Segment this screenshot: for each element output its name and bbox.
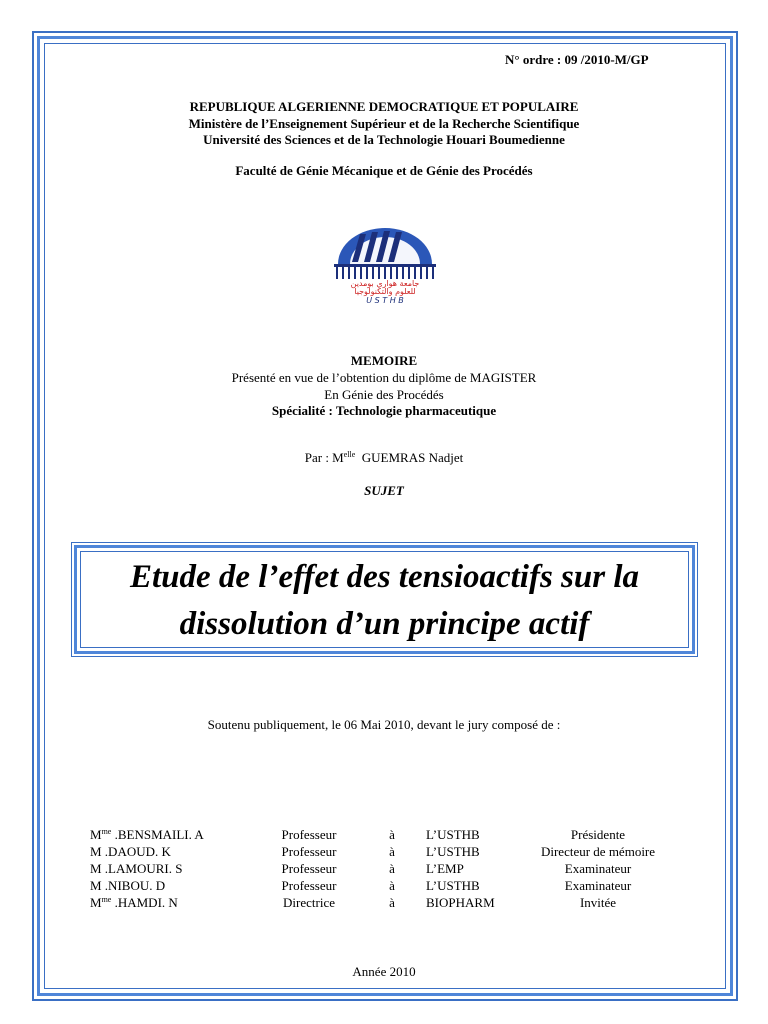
jury-member-role: Présidente (570, 827, 626, 842)
jury-member-institution: L’USTHB (426, 878, 480, 893)
jury-member-at: à (389, 861, 395, 876)
republic-heading: REPUBLIQUE ALGERIENNE DEMOCRATIQUE ET POPULAIRE (189, 99, 579, 114)
svg-text:جامعة هواري بومدين: جامعة هواري بومدين (350, 279, 420, 288)
jury-member-institution: L’USTHB (426, 827, 480, 842)
jury-member-title: Professeur (281, 861, 337, 876)
svg-text:للعلوم والتكنولوجيا: للعلوم والتكنولوجيا (354, 287, 416, 296)
jury-member-title: Professeur (281, 827, 337, 842)
jury-row (0, 860, 768, 877)
usthb-logo (326, 224, 444, 304)
sujet-label: SUJET (364, 483, 404, 498)
jury-member-name: $M^{me}$ .BENSMAILI. A (90, 827, 204, 842)
jury-member-at: à (389, 878, 395, 893)
thesis-title-line-1: Etude de l’effet des tensioactifs sur la (129, 559, 640, 595)
jury-member-title: Professeur (281, 844, 337, 859)
jury-row (0, 826, 768, 843)
author-prefix: Par : M (304, 450, 344, 465)
jury-member-institution: L’USTHB (426, 844, 480, 859)
defense-statement: Soutenu publiquement, le 06 Mai 2010, devant le jury composé de : (207, 717, 561, 732)
jury-row (0, 843, 768, 860)
jury-member-name: M .DAOUD. K (90, 844, 171, 859)
author-title-sup: elle (343, 450, 356, 459)
memoire-purpose: Présenté en vue de l’obtention du diplôme de MAGISTER (231, 370, 537, 385)
faculty-heading: Faculté de Génie Mécanique et de Génie des Procédés (235, 163, 533, 178)
year-label: Année 2010 (352, 964, 416, 979)
jury-member-at: à (389, 895, 395, 910)
jury-member-role: Invitée (579, 895, 617, 910)
jury-row (0, 894, 768, 911)
memoire-heading: MEMOIRE (350, 353, 418, 368)
jury-member-role: Examinateur (564, 878, 632, 893)
thesis-title-line-2: dissolution d’un principe actif (179, 606, 590, 642)
author-line (0, 449, 768, 466)
thesis-title (80, 554, 689, 648)
usthb-logo-graphic (326, 224, 444, 304)
memoire-specialty: Spécialité : Technologie pharmaceutique (271, 403, 497, 418)
jury-member-institution: L’EMP (426, 861, 464, 876)
author-name: GUEMRAS Nadjet (361, 450, 464, 465)
jury-member-title: Directrice (283, 895, 335, 910)
memoire-field: En Génie des Procédés (324, 387, 444, 402)
ministry-heading: Ministère de l’Enseignement Supérieur et de la Recherche Scientifique (188, 116, 580, 131)
jury-member-at: à (389, 827, 395, 842)
jury-member-role: Examinateur (564, 861, 632, 876)
jury-member-title: Professeur (281, 878, 337, 893)
jury-member-institution: BIOPHARM (426, 895, 495, 910)
jury-member-role: Directeur de mémoire (540, 844, 656, 859)
order-number: N° ordre : 09 /2010-M/GP (505, 52, 649, 67)
svg-text:U S T H B: U S T H B (366, 296, 404, 304)
jury-member-name: $M^{me}$ .HAMDI. N (90, 895, 178, 910)
jury-member-name: M .LAMOURI. S (90, 861, 183, 876)
university-heading: Université des Sciences et de la Technologie Houari Boumedienne (203, 132, 565, 147)
jury-member-name: M .NIBOU. D (90, 878, 166, 893)
jury-member-at: à (389, 844, 395, 859)
jury-row (0, 877, 768, 894)
